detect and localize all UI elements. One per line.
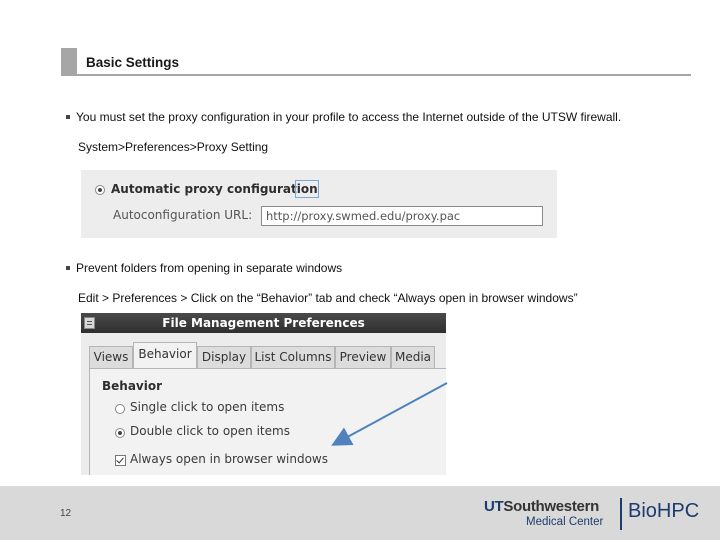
auto-proxy-label: Automatic proxy configuration xyxy=(111,182,318,196)
double-click-label: Double click to open items xyxy=(130,424,290,438)
logo-wordmark xyxy=(484,498,599,515)
single-click-radio[interactable] xyxy=(115,404,125,414)
double-click-radio[interactable] xyxy=(115,428,125,438)
title-accent-bar xyxy=(61,48,77,76)
bullet-folders xyxy=(66,261,342,275)
behavior-panel xyxy=(89,368,446,475)
tab-list-columns[interactable]: List Columns xyxy=(251,346,335,368)
title-divider xyxy=(77,74,691,76)
focus-ring xyxy=(295,180,319,198)
tab-behavior[interactable]: Behavior xyxy=(133,342,197,368)
slide-title: Basic Settings xyxy=(86,55,180,70)
autoconfig-url-label: Autoconfiguration URL: xyxy=(113,208,253,222)
proxy-path-text: System>Preferences>Proxy Setting xyxy=(78,140,269,154)
logo-divider xyxy=(620,498,622,530)
utsw-logo xyxy=(484,498,604,528)
tab-media[interactable]: Media xyxy=(391,346,435,368)
always-browser-label: Always open in browser windows xyxy=(130,452,328,466)
biohpc-logo: BioHPC xyxy=(628,500,700,522)
behavior-path-text: Edit > Preferences > Click on the “Behavior” tab and check “Always open in browser windows” xyxy=(78,291,578,305)
logo-ut: UT xyxy=(484,498,504,515)
bullet-mark xyxy=(66,266,70,270)
proxy-settings-screenshot xyxy=(81,170,557,238)
window-titlebar xyxy=(81,313,446,333)
tab-preview[interactable]: Preview xyxy=(335,346,391,368)
logo-southwestern: Southwestern xyxy=(503,498,599,515)
bullet-proxy xyxy=(66,110,621,124)
autoconfig-url-input[interactable]: http://proxy.swmed.edu/proxy.pac xyxy=(261,206,543,226)
bullet-mark xyxy=(66,115,70,119)
window-title: File Management Preferences xyxy=(162,316,365,330)
page-number: 12 xyxy=(60,508,72,519)
logo-medical-center: Medical Center xyxy=(526,516,604,528)
single-click-label: Single click to open items xyxy=(130,400,285,414)
tab-views[interactable]: Views xyxy=(89,346,133,368)
always-browser-checkbox[interactable] xyxy=(115,455,126,466)
slide-footer xyxy=(0,486,720,540)
auto-proxy-radio[interactable] xyxy=(95,185,105,195)
file-management-screenshot xyxy=(81,313,446,475)
tab-display[interactable]: Display xyxy=(197,346,251,368)
behavior-section-heading: Behavior xyxy=(102,379,163,393)
bullet-folders-text: Prevent folders from opening in separate windows xyxy=(76,261,343,275)
bullet-proxy-text: You must set the proxy configuration in your profile to access the Internet outside of the UTSW firewall. xyxy=(76,110,622,124)
